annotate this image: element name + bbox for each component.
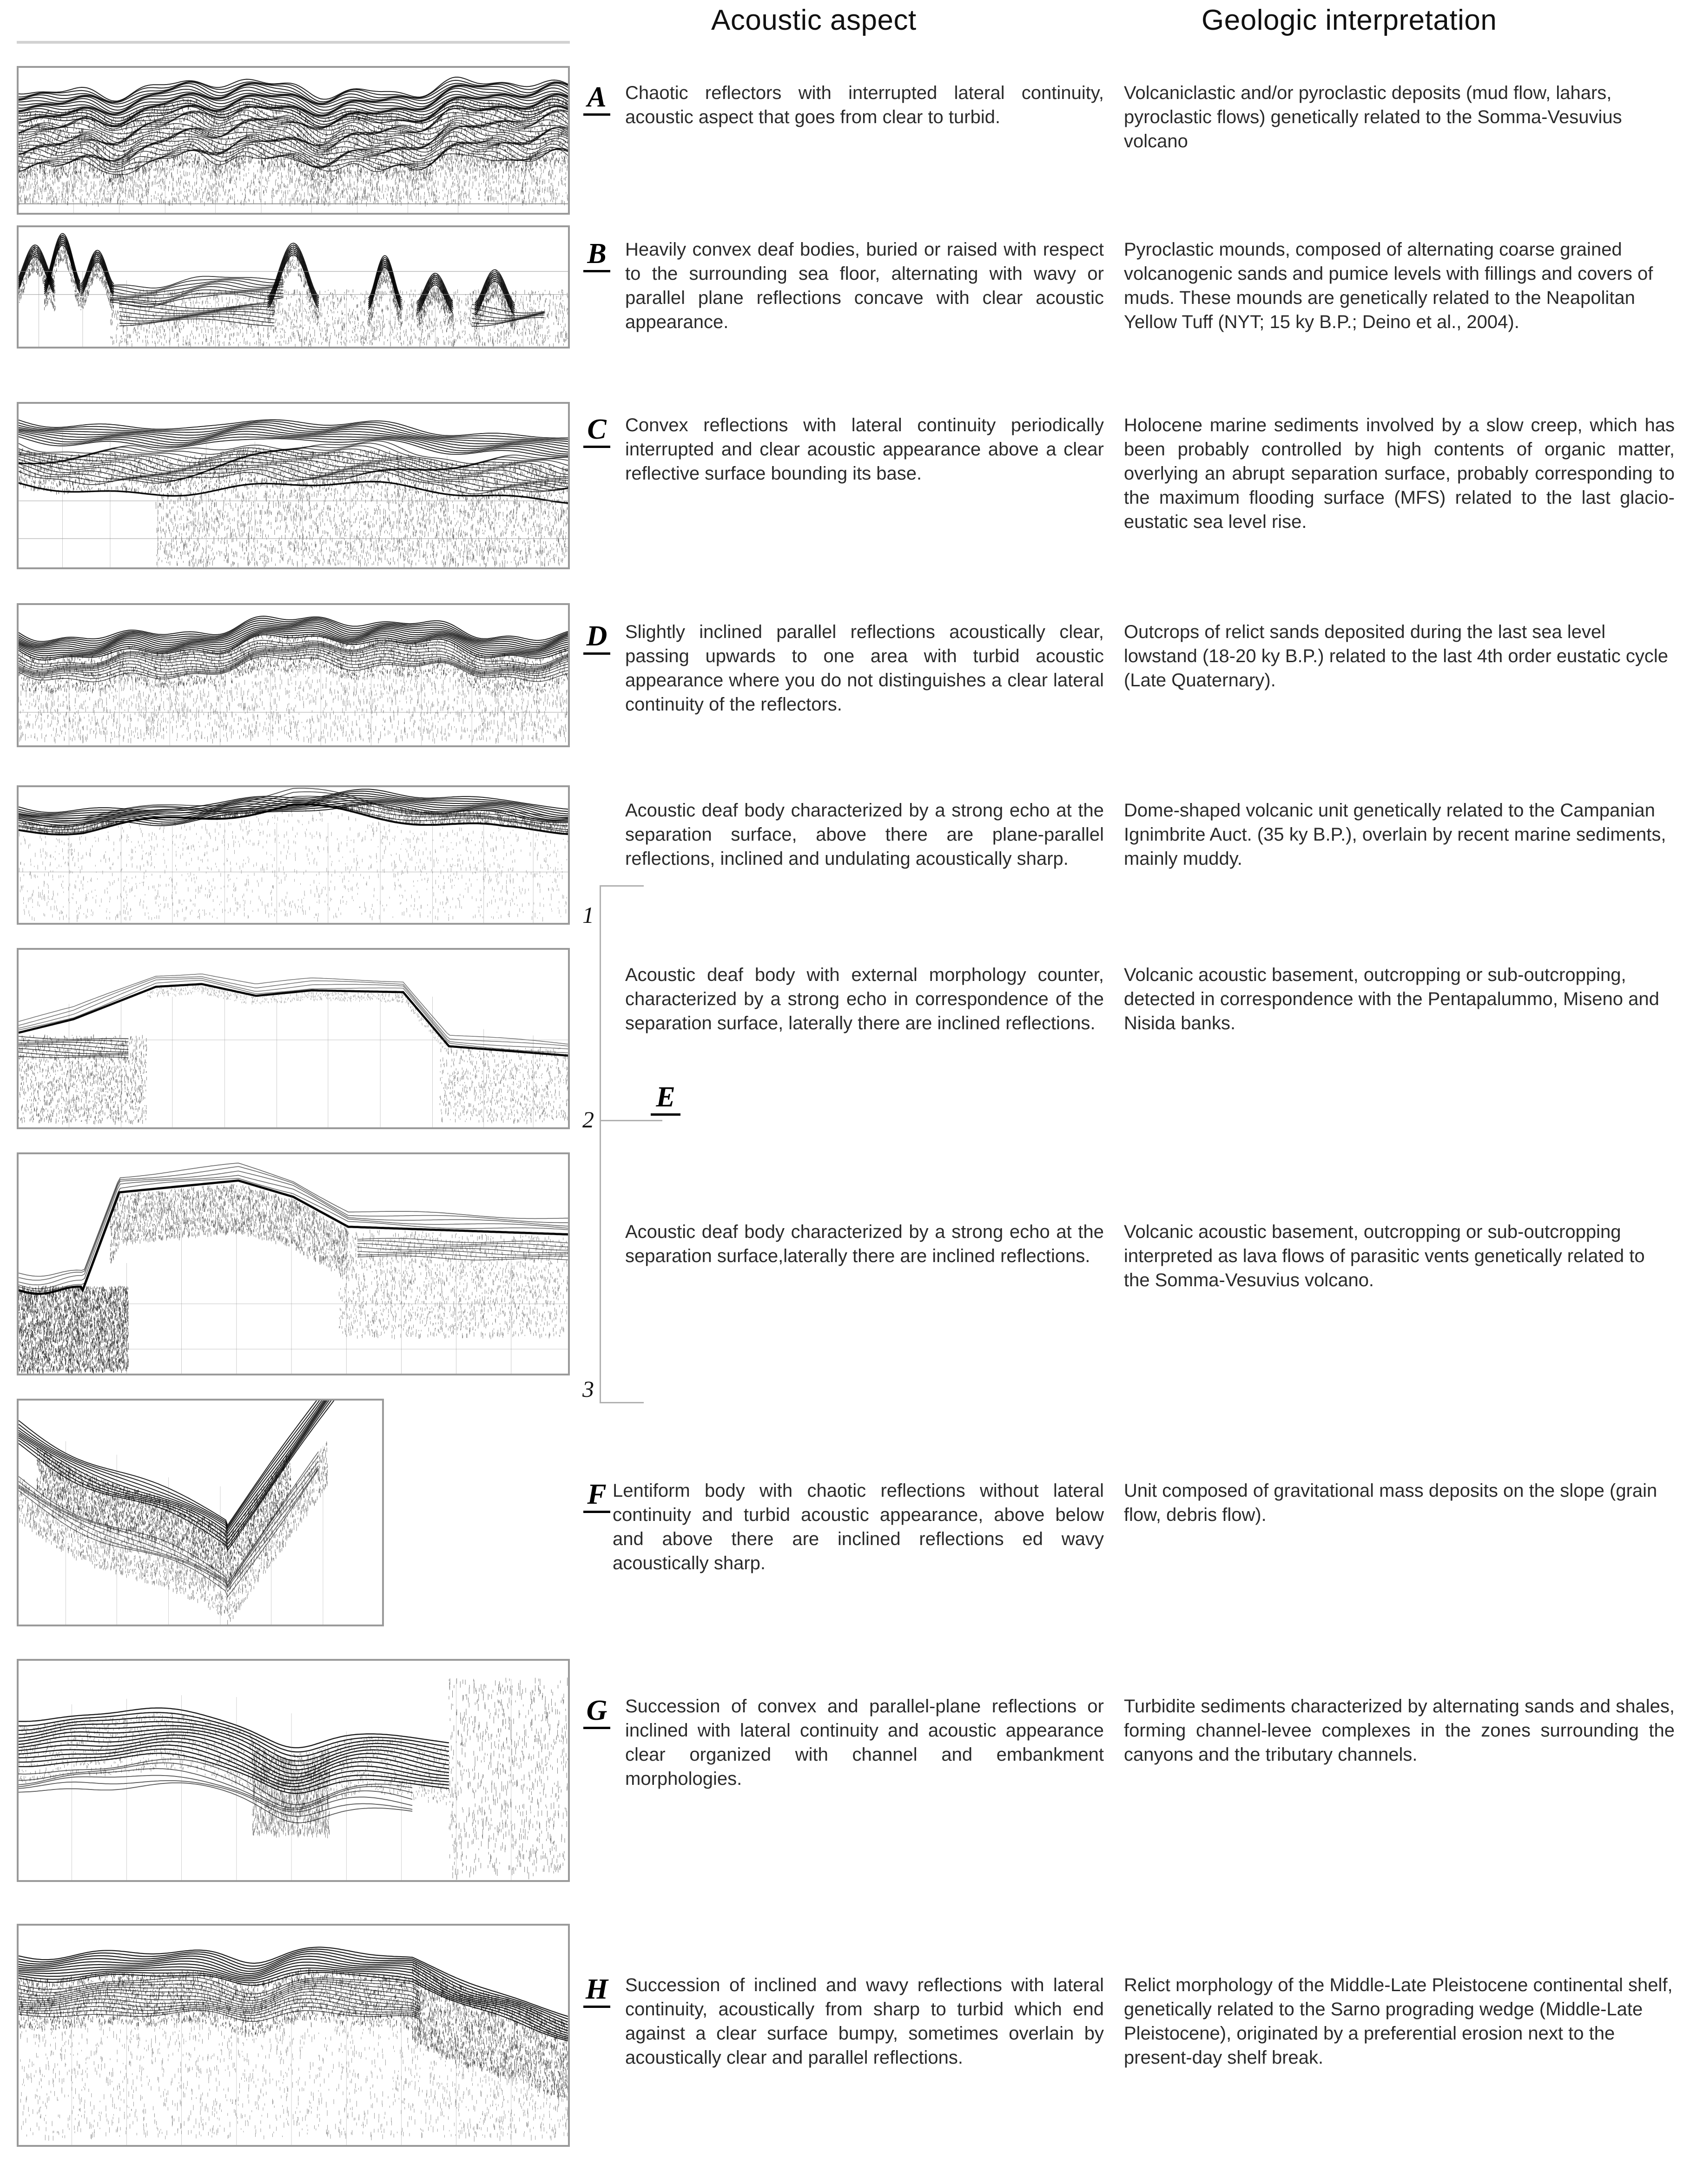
unit-tag-a: A	[583, 83, 610, 116]
geologic-interpretation-c: Holocene marine sediments involved by a slow creep, which has been probably controlled by high contents of organic matter, overlying an abrupt separation surface, probably corresponding to the maximum flooding surface (MFS) related to the last glacio-eustatic sea level rise.	[1124, 415, 1675, 532]
geologic-interpretation-h: Relict morphology of the Middle-Late Pleistocene continental shelf, genetically related to the Sarno prograding wedge (Middle-Late Pleistocene), originated by a preferential erosion next to the present-day shelf break.	[1124, 1975, 1673, 2068]
table-row	[0, 397, 1690, 583]
unit-tag-h: H	[583, 1975, 610, 2008]
seismic-svg-f	[19, 1401, 382, 1625]
sub-index-e1: 1	[582, 902, 594, 928]
unit-tag-e: E	[651, 1083, 680, 1116]
seismic-profile-c	[17, 402, 570, 569]
geologic-interpretation-d: Outcrops of relict sands deposited during the last sea level lowstand (18-20 ky B.P.) related to the last 4th order eustatic cycle (Late Quaternary).	[1124, 622, 1668, 691]
geologic-interpretation-b: Pyroclastic mounds, composed of alternating coarse grained volcanogenic sands and pumice levels with fillings and covers of muds. These mounds are genetically related to the Neapolitan Yellow Tuff (NYT; 15 ky B.P.; Deino et al., 2004).	[1124, 239, 1653, 332]
unit-tag-b: B	[583, 239, 610, 272]
acoustic-description-c: Convex reflections with lateral continuity periodically interrupted and clear acoustic appearance above a clear reflective surface bounding its base.	[625, 415, 1104, 484]
top-rule-divider	[17, 41, 570, 44]
column-header-acoustic-aspect: Acoustic aspect	[711, 4, 917, 36]
seismic-svg-e3	[19, 1154, 568, 1374]
sub-index-e2: 2	[582, 1106, 594, 1132]
table-row	[0, 221, 1690, 381]
table-row	[0, 599, 1690, 780]
seismic-profile-e3	[17, 1152, 570, 1375]
acoustic-description-a: Chaotic reflectors with interrupted lateral continuity, acoustic aspect that goes from clear to turbid.	[625, 83, 1104, 127]
geologic-interpretation-f: Unit composed of gravitational mass deposits on the slope (grain flow, debris flow).	[1124, 1480, 1657, 1525]
seismic-svg-e2	[19, 950, 568, 1127]
acoustic-description-e2: Acoustic deaf body with external morphology counter, characterized by a strong echo in correspondence of the separation surface, laterally there are inclined reflections.	[625, 965, 1104, 1033]
table-row	[0, 60, 1690, 218]
seismic-profile-d	[17, 603, 570, 747]
table-row	[0, 1152, 1690, 1402]
table-row	[0, 1399, 1690, 1659]
seismic-profile-f	[17, 1399, 384, 1626]
table-row	[0, 948, 1690, 1143]
column-header-geologic-interpretation: Geologic interpretation	[1201, 4, 1497, 36]
geologic-interpretation-e1: Dome-shaped volcanic unit genetically related to the Campanian Ignimbrite Auct. (35 ky B.P.), overlain by recent marine sediments, mainly muddy.	[1124, 800, 1666, 869]
seismic-svg-g	[19, 1661, 568, 1880]
table-row	[0, 1659, 1690, 1910]
seismic-svg-c	[19, 404, 568, 567]
unit-tag-f: F	[583, 1480, 610, 1513]
acoustic-description-h: Succession of inclined and wavy reflections with lateral continuity, acoustically from sharp to turbid which end against a clear surface bumpy, sometimes overlain by acoustically clear and parallel reflections.	[625, 1975, 1104, 2068]
table-row	[0, 1924, 1690, 2184]
unit-tag-c: C	[583, 415, 610, 448]
seismic-profile-e2	[17, 948, 570, 1129]
seismic-profile-e1	[17, 785, 570, 925]
geologic-interpretation-g: Turbidite sediments characterized by alternating sands and shales, forming channel-levee complexes in the zones surrounding the canyons and the tributary channels.	[1124, 1696, 1675, 1765]
group-bracket-e-tick	[600, 1120, 662, 1121]
acoustic-description-g: Succession of convex and parallel-plane reflections or inclined with lateral continuity and acoustic appearance clear organized with channel and embankment morphologies.	[625, 1696, 1104, 1789]
seismic-svg-e1	[19, 787, 568, 923]
seismic-profile-g	[17, 1659, 570, 1882]
seismic-profile-h	[17, 1924, 570, 2147]
unit-tag-g: G	[583, 1696, 610, 1729]
acoustic-description-e1: Acoustic deaf body characterized by a strong echo at the separation surface, above there are plane-parallel reflections, inclined and undulating acoustically sharp.	[625, 800, 1104, 869]
seismic-profile-b	[17, 225, 570, 349]
seismic-svg-a	[19, 68, 568, 213]
acoustic-description-f: Lentiform body with chaotic reflections without lateral continuity and turbid acoustic appearance, above below and above there are inclined reflections ed wavy acoustically sharp.	[613, 1480, 1104, 1573]
acoustic-description-b: Heavily convex deaf bodies, buried or raised with respect to the surrounding sea floor, alternating with wavy or parallel plane reflections concave with clear acoustic appearance.	[625, 239, 1104, 332]
column-header-band	[0, 0, 1690, 56]
acoustic-description-e3: Acoustic deaf body characterized by a strong echo at the separation surface,laterally there are inclined reflections.	[625, 1222, 1104, 1266]
geologic-interpretation-e3: Volcanic acoustic basement, outcropping or sub-outcropping interpreted as lava flows of parasitic vents genetically related to the Somma-Vesuvius volcano.	[1124, 1222, 1645, 1290]
seismic-svg-b	[19, 227, 568, 347]
acoustic-description-d: Slightly inclined parallel reflections acoustically clear, passing upwards to one area with turbid acoustic appearance where you do not distinguishes a clear lateral continuity of the reflectors.	[625, 622, 1104, 715]
sub-index-e3: 3	[582, 1376, 594, 1402]
geologic-interpretation-a: Volcaniclastic and/or pyroclastic deposits (mud flow, lahars, pyroclastic flows) genetically related to the Somma-Vesuvius volcano	[1124, 83, 1622, 151]
seismic-profile-a	[17, 66, 570, 215]
seismic-svg-h	[19, 1926, 568, 2145]
geologic-interpretation-e2: Volcanic acoustic basement, outcropping or sub-outcropping, detected in correspondence with the Pentapalummo, Miseno and Nisida banks.	[1124, 965, 1659, 1033]
table-row	[0, 785, 1690, 939]
unit-tag-d: D	[583, 622, 610, 655]
seismic-svg-d	[19, 605, 568, 745]
